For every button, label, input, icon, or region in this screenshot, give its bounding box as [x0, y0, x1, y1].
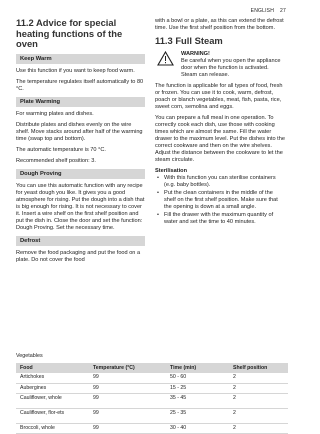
table-cell: 99: [89, 408, 166, 423]
plate-warming-title: Plate Warming: [16, 97, 145, 107]
table-cell: 2: [229, 423, 288, 433]
column-header-temperature: Temperature (°C): [89, 363, 166, 373]
table-cell: 99: [89, 423, 166, 433]
list-item: • Put the clean containers in the middle of the shelf on the first shelf position. Make sure that the opening is down at a small angle.: [155, 190, 286, 211]
dough-proving-title: Dough Proving: [16, 169, 145, 179]
full-steam-text-1: The function is applicable for all types of food, fresh or frozen. You can use it to cook, warm, defrost, poach or blanch vegetables, meat, fish, pasta, rice, sweet corn, semolina and eggs.: [155, 82, 283, 110]
plate-warming-text-2: Distribute plates and dishes evenly on the wire shelf. Move stacks around after half of the warming time (swap top and bottom).: [16, 121, 143, 142]
list-item: • With this function you can sterilise containers (e.g. baby bottles).: [155, 175, 286, 189]
page-number: 27: [280, 8, 286, 14]
defrost-title: Defrost: [16, 236, 145, 246]
table-cell: 2: [229, 393, 288, 408]
table-cell: 2: [229, 373, 288, 383]
section-heading-special-heating: 11.2 Advice for special heating functions of the oven: [16, 17, 123, 49]
table-row: [16, 373, 288, 383]
table-cell: 99: [89, 393, 166, 408]
language-label: ENGLISH: [250, 8, 275, 14]
plate-warming-text-4: Recommended shelf position: 3.: [16, 157, 96, 164]
sterilisation-title: Sterilisation: [155, 167, 188, 174]
warning-title: WARNING!: [181, 50, 210, 57]
table-cell: 2: [229, 383, 288, 393]
left-column: [16, 18, 145, 268]
table-caption: Vegetables: [16, 353, 43, 359]
table-cell: Aubergines: [16, 383, 89, 393]
table-cell: 15 - 25: [166, 383, 229, 393]
table-cell: 25 - 35: [166, 408, 229, 423]
plate-warming-text-3: The automatic temperature is 70 °C.: [16, 146, 106, 153]
table-cell: 35 - 45: [166, 393, 229, 408]
column-header-time: Time (min): [166, 363, 229, 373]
warning-block: [155, 51, 286, 79]
table-cell: Broccoli, whole: [16, 423, 89, 433]
warning-triangle-icon: [157, 51, 174, 69]
section-heading-full-steam: 11.3 Full Steam: [155, 35, 223, 46]
column-header-food: Food: [16, 363, 89, 373]
defrost-text: Remove the food packaging and put the food on a plate. Do not cover the food: [16, 249, 141, 263]
keep-warm-title: Keep Warm: [16, 54, 145, 64]
table-header-row: [16, 363, 288, 373]
keep-warm-text-2: The temperature regulates itself automatically to 80 °C.: [16, 78, 144, 92]
table-row: [16, 393, 288, 408]
table-cell: 99: [89, 383, 166, 393]
table-cell: Cauliflower, flor-ets: [16, 408, 89, 423]
keep-warm-text-1: Use this function if you want to keep food warm.: [16, 67, 135, 74]
list-item: • Fill the drawer with the maximum quantity of water and set the time to 40 minutes.: [155, 212, 286, 226]
table-cell: 2: [229, 408, 288, 423]
table-row: [16, 383, 288, 393]
column-header-shelf: Shelf position: [229, 363, 288, 373]
table-cell: 50 - 60: [166, 373, 229, 383]
table-cell: 99: [89, 373, 166, 383]
warning-text: Be careful when you open the appliance door when the function is activated. Steam can release.: [181, 57, 281, 78]
table-cell: 30 - 40: [166, 423, 229, 433]
defrost-continued-text: with a bowl or a plate, as this can extend the defrost time. Use the first shelf position from the bottom.: [155, 18, 284, 31]
right-column: [155, 18, 286, 229]
vegetables-table: [16, 363, 288, 434]
table-cell: Artichokes: [16, 373, 89, 383]
table-cell: Cauliflower, whole: [16, 393, 89, 408]
page-header: [251, 8, 286, 14]
sterilisation-list: [155, 175, 286, 226]
plate-warming-text-1: For warming plates and dishes.: [16, 110, 94, 117]
table-row: [16, 423, 288, 433]
table-row: [16, 408, 288, 423]
dough-proving-text: You can use this automatic function with any recipe for yeast dough you like. It gives you a good atmosphere for rising. Put the dough into a dish that is big enough for rising. It is not necessary to cover it. Insert a wire shelf on the first shelf position and put the dish in. Close the door and set the function: Dough Proving. Set the necessary time.: [16, 182, 145, 231]
full-steam-text-2: You can prepare a full meal in one operation. To correctly cook each dish, use those with cooking times which are almost the same. Fill the water drawer to the maximum level. Put the dishes into the correct cookware and then on the wire shelves. Adjust the distance between the cookware to let the steam circulate.: [155, 114, 285, 163]
